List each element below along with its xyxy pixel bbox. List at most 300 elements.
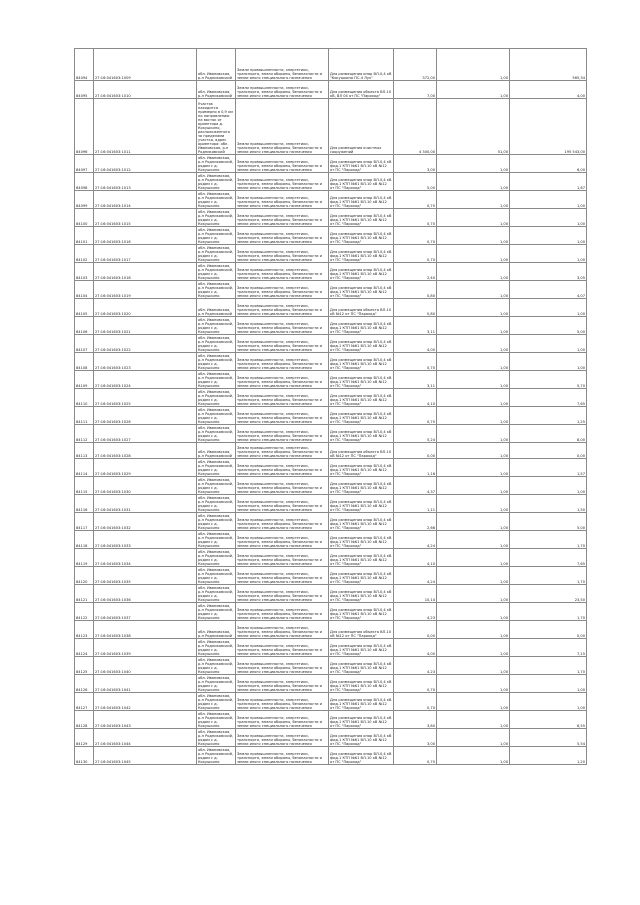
permitted-use-cell: Для размещения опор ВЛ-0,4 кВ фид.1 КТП №61 ВЛ-10 кВ №12 от ПС "Пароход" <box>329 495 394 513</box>
cadastral-number-cell: 27:16:041603:1031 <box>94 495 197 513</box>
amount-cell: 1,00 <box>510 245 587 263</box>
table-row <box>75 407 587 425</box>
rate-cell: 1,00 <box>437 531 510 549</box>
row-number-cell: 84116 <box>75 495 94 513</box>
cadastral-number-cell: 27:16:041603:1024 <box>94 371 197 389</box>
area-cell: 4,10 <box>394 549 437 567</box>
area-cell: 4,24 <box>394 531 437 549</box>
table-row <box>75 495 587 513</box>
permitted-use-cell: Для размещения опор ВЛ-0,4 кВ фид.1 КТП №61 ВЛ-10 кВ №12 от ПС "Пароход" <box>329 191 394 209</box>
row-number-cell: 84128 <box>75 711 94 729</box>
land-category-cell: Земли промышленности, энергетики, транспорта, земли обороны, безопасности и земли иного специального назначения <box>236 425 329 443</box>
area-cell: 4,37 <box>394 477 437 495</box>
amount-cell: 7,65 <box>510 549 587 567</box>
amount-cell: 1,00 <box>510 693 587 711</box>
area-cell: 4,23 <box>394 603 437 621</box>
land-category-cell: Земли промышленности, энергетики, транспорта, земли обороны, безопасности и земли иного специального назначения <box>236 747 329 765</box>
cadastral-number-cell: 27:16:041603:1013 <box>94 173 197 191</box>
permitted-use-cell: Для размещения опор ВЛ-0,4 кВ фид.1 КТП №61 ВЛ-10 кВ №12 от ПС "Пароход" <box>329 711 394 729</box>
area-cell: 0,80 <box>394 281 437 299</box>
amount-cell: 7,15 <box>510 639 587 657</box>
area-cell: 0,70 <box>394 191 437 209</box>
permitted-use-cell: Для размещения опор ВЛ-0,4 кВ фид.1 КТП №61 ВЛ-10 кВ №12 от ПС "Пароход" <box>329 477 394 495</box>
address-cell: обл. Ивановская, р-н Родниковский, рядом с д. Кокушкино <box>197 657 236 675</box>
amount-cell: 5,00 <box>510 513 587 531</box>
rate-cell: 1,00 <box>437 173 510 191</box>
address-cell: обл. Ивановская, р-н Родниковский, рядом с д. Кокушкино <box>197 603 236 621</box>
rate-cell: 1,00 <box>437 639 510 657</box>
cadastral-number-cell: 27:16:041603:1033 <box>94 531 197 549</box>
row-number-cell: 84102 <box>75 245 94 263</box>
row-number-cell: 84110 <box>75 389 94 407</box>
area-cell: 0,00 <box>394 621 437 639</box>
permitted-use-cell: Для размещения опор ВЛ-0,4 кВ фид.1 КТП №61 ВЛ-10 кВ №12 от ПС "Пароход" <box>329 639 394 657</box>
row-number-cell: 84100 <box>75 209 94 227</box>
rate-cell: 1,00 <box>437 209 510 227</box>
area-cell: 4 300,00 <box>394 99 437 155</box>
amount-cell: 565,34 <box>510 49 587 81</box>
permitted-use-cell: Для размещения опор ВЛ-0,4 кВ фид.1 КТП №61 ВЛ-10 кВ №12 от ПС "Пароход" <box>329 693 394 711</box>
rate-cell: 1,00 <box>437 675 510 693</box>
area-cell: 7,00 <box>394 81 437 99</box>
permitted-use-cell: Для размещения опор ВЛ-0,4 кВ фид.1 КТП №61 ВЛ-10 кВ №12 от ПС "Пароход" <box>329 317 394 335</box>
rate-cell: 1,00 <box>437 227 510 245</box>
land-register-table <box>74 48 587 765</box>
permitted-use-cell: Для размещения опор ВЛ-0,4 кВ фид.1 КТП №61 ВЛ-10 кВ №12 от ПС "Пароход" <box>329 585 394 603</box>
amount-cell: 1,00 <box>510 299 587 317</box>
address-cell: обл. Ивановская, р-н Родниковский, рядом с д. Кокушкино <box>197 729 236 747</box>
row-number-cell: 84126 <box>75 675 94 693</box>
area-cell: 3,11 <box>394 317 437 335</box>
land-category-cell: Земли промышленности, энергетики, транспорта, земли обороны, безопасности и земли иного специального назначения <box>236 567 329 585</box>
cadastral-number-cell: 27:16:041603:1021 <box>94 317 197 335</box>
cadastral-number-cell: 27:16:041603:1043 <box>94 711 197 729</box>
table-row <box>75 281 587 299</box>
permitted-use-cell: Для размещения опор ВЛ-0,4 кВ фид.1 КТП №61 ВЛ-10 кВ №12 от ПС "Пароход" <box>329 281 394 299</box>
permitted-use-cell: Для размещения опор ВЛ-0,4 кВ фид.1 КТП №61 ВЛ-10 кВ №12 от ПС "Пароход" <box>329 245 394 263</box>
cadastral-number-cell: 27:16:041603:1041 <box>94 675 197 693</box>
land-category-cell: Земли промышленности, энергетики, транспорта, земли обороны, безопасности и земли иного специального назначения <box>236 675 329 693</box>
address-cell: обл. Ивановская, р-н Родниковский, рядом с д. Кокушкино <box>197 747 236 765</box>
address-cell: обл. Ивановская, р-н Родниковский, рядом с д. Кокушкино <box>197 317 236 335</box>
row-number-cell: 84127 <box>75 693 94 711</box>
rate-cell: 1,00 <box>437 477 510 495</box>
permitted-use-cell: Для размещения опор ВЛ-0,4 кВ "Кокушкино ПС-4 Лух" <box>329 49 394 81</box>
rate-cell: 1,00 <box>437 317 510 335</box>
area-cell: 4,00 <box>394 639 437 657</box>
table-row <box>75 567 587 585</box>
table-row <box>75 729 587 747</box>
cadastral-number-cell: 27:16:041603:1026 <box>94 407 197 425</box>
land-category-cell: Земли промышленности, энергетики, транспорта, земли обороны, безопасности и земли иного специального назначения <box>236 711 329 729</box>
cadastral-number-cell: 27:16:041603:1027 <box>94 425 197 443</box>
table-row <box>75 81 587 99</box>
address-cell: обл. Ивановская, р-н Родниковский, рядом с д. Кокушкино <box>197 585 236 603</box>
cadastral-number-cell: 27:16:041603:1035 <box>94 567 197 585</box>
rate-cell: 1,00 <box>437 245 510 263</box>
amount-cell: 3,05 <box>510 263 587 281</box>
cadastral-number-cell: 27:16:041603:1023 <box>94 353 197 371</box>
row-number-cell: 84121 <box>75 585 94 603</box>
amount-cell: 6,55 <box>510 711 587 729</box>
address-cell: обл. Ивановская, р-н Родниковский, рядом с д. Кокушкино <box>197 513 236 531</box>
permitted-use-cell: Для размещения опор ВЛ-0,4 кВ фид.1 КТП №61 ВЛ-10 кВ №12 от ПС "Пароход" <box>329 353 394 371</box>
row-number-cell: 84111 <box>75 407 94 425</box>
land-category-cell: Земли промышленности, энергетики, транспорта, земли обороны, безопасности и земли иного специального назначения <box>236 227 329 245</box>
table-row <box>75 549 587 567</box>
table-row <box>75 459 587 477</box>
amount-cell: 5,54 <box>510 729 587 747</box>
rate-cell: 1,00 <box>437 81 510 99</box>
address-cell: обл. Ивановская, р-н Родниковский, рядом с д. Кокушкино <box>197 675 236 693</box>
area-cell: 2,40 <box>394 263 437 281</box>
amount-cell: 23,50 <box>510 585 587 603</box>
amount-cell: 6,00 <box>510 155 587 173</box>
cadastral-number-cell: 27:16:041603:1045 <box>94 747 197 765</box>
area-cell: 372,00 <box>394 49 437 81</box>
rate-cell: 1,00 <box>437 711 510 729</box>
amount-cell: 1,57 <box>510 459 587 477</box>
cadastral-number-cell: 27:16:041603:1009 <box>94 49 197 81</box>
address-cell: обл. Ивановская, р-н Родниковский, рядом с д. Кокушкино <box>197 335 236 353</box>
amount-cell: 1,20 <box>510 747 587 765</box>
rate-cell: 1,00 <box>437 513 510 531</box>
land-category-cell: Земли промышленности, энергетики, транспорта, земли обороны, безопасности и земли иного специального назначения <box>236 657 329 675</box>
table-row <box>75 603 587 621</box>
table-row <box>75 657 587 675</box>
permitted-use-cell: Для размещения опор ВЛ-0,4 кВ фид.1 КТП №61 ВЛ-10 кВ №12 от ПС "Пароход" <box>329 227 394 245</box>
area-cell: 0,70 <box>394 353 437 371</box>
row-number-cell: 84124 <box>75 639 94 657</box>
address-cell: обл. Ивановская, р-н Родниковский, рядом с д. Кокушкино <box>197 459 236 477</box>
table-row <box>75 353 587 371</box>
area-cell: 0,70 <box>394 693 437 711</box>
amount-cell: 1,00 <box>510 191 587 209</box>
land-category-cell: Земли промышленности, энергетики, транспорта, земли обороны, безопасности и земли иного специального назначения <box>236 549 329 567</box>
cadastral-number-cell: 27:16:041603:1022 <box>94 335 197 353</box>
amount-cell: 1,50 <box>510 495 587 513</box>
permitted-use-cell: Для размещения опор ВЛ-0,4 кВ фид.1 КТП №61 ВЛ-10 кВ №12 от ПС "Пароход" <box>329 657 394 675</box>
amount-cell: 1,00 <box>510 353 587 371</box>
amount-cell: 1,00 <box>510 209 587 227</box>
land-category-cell: Земли промышленности, энергетики, транспорта, земли обороны, безопасности и земли иного специального назначения <box>236 353 329 371</box>
amount-cell: 0,00 <box>510 443 587 459</box>
table-row <box>75 389 587 407</box>
address-cell: обл. Ивановская, р-н Родниковский, рядом с д. Кокушкино <box>197 567 236 585</box>
address-cell: обл. Ивановская, р-н Родниковский, рядом с д. Кокушкино <box>197 245 236 263</box>
address-cell: обл. Ивановская, р-н Родниковский, рядом с д. Кокушкино <box>197 711 236 729</box>
row-number-cell: 84123 <box>75 621 94 639</box>
address-cell: обл. Ивановская, р-н Родниковский <box>197 299 236 317</box>
rate-cell: 1,00 <box>437 407 510 425</box>
rate-cell: 1,00 <box>437 495 510 513</box>
address-cell: обл. Ивановская, р-н Родниковский, рядом с д. Кокушкино <box>197 263 236 281</box>
table-row <box>75 191 587 209</box>
amount-cell: 1,00 <box>510 227 587 245</box>
table-row <box>75 173 587 191</box>
table-row <box>75 675 587 693</box>
cadastral-number-cell: 27:16:041603:1015 <box>94 209 197 227</box>
land-category-cell: Земли промышленности, энергетики, транспорта, земли обороны, безопасности и земли иного специального назначения <box>236 281 329 299</box>
area-cell: 0,70 <box>394 227 437 245</box>
area-cell: 5,24 <box>394 425 437 443</box>
amount-cell: 195 543,00 <box>510 99 587 155</box>
row-number-cell: 84106 <box>75 317 94 335</box>
table-row <box>75 477 587 495</box>
rate-cell: 1,00 <box>437 353 510 371</box>
row-number-cell: 84107 <box>75 335 94 353</box>
cadastral-number-cell: 27:16:041603:1039 <box>94 639 197 657</box>
row-number-cell: 84122 <box>75 603 94 621</box>
row-number-cell: 84096 <box>75 99 94 155</box>
row-number-cell: 84113 <box>75 443 94 459</box>
address-cell: обл. Ивановская, р-н Родниковский, рядом с д. Кокушкино <box>197 407 236 425</box>
row-number-cell: 84120 <box>75 567 94 585</box>
land-category-cell: Земли промышленности, энергетики, транспорта, земли обороны, безопасности и земли иного специального назначения <box>236 191 329 209</box>
table-row <box>75 155 587 173</box>
row-number-cell: 84104 <box>75 281 94 299</box>
cadastral-number-cell: 27:16:041603:1037 <box>94 603 197 621</box>
permitted-use-cell: Для размещения опор ВЛ-0,4 кВ фид.1 КТП №61 ВЛ-10 кВ №12 от ПС "Пароход" <box>329 389 394 407</box>
address-cell: обл. Ивановская, р-н Родниковский <box>197 621 236 639</box>
cadastral-number-cell: 27:16:041603:1040 <box>94 657 197 675</box>
permitted-use-cell: Для размещения опор ВЛ-0,4 кВ фид.1 КТП №61 ВЛ-10 кВ №12 от ПС "Пароход" <box>329 209 394 227</box>
permitted-use-cell: Для размещения очистных сооружений <box>329 99 394 155</box>
row-number-cell: 84130 <box>75 747 94 765</box>
row-number-cell: 84112 <box>75 425 94 443</box>
table-row <box>75 639 587 657</box>
amount-cell: 1,70 <box>510 567 587 585</box>
row-number-cell: 84119 <box>75 549 94 567</box>
cadastral-number-cell: 27:16:041603:1010 <box>94 81 197 99</box>
cadastral-number-cell: 27:16:041603:1044 <box>94 729 197 747</box>
table-row <box>75 513 587 531</box>
row-number-cell: 84101 <box>75 227 94 245</box>
rate-cell: 1,00 <box>437 335 510 353</box>
table-body <box>75 49 587 765</box>
area-cell: 0,70 <box>394 407 437 425</box>
permitted-use-cell: Для размещения опор ВЛ-0,4 кВ фид.1 КТП №61 ВЛ-10 кВ №12 от ПС "Пароход" <box>329 675 394 693</box>
land-category-cell: Земли промышленности, энергетики, транспорта, земли обороны, безопасности и земли иного специального назначения <box>236 729 329 747</box>
row-number-cell: 84098 <box>75 173 94 191</box>
area-cell: 3,11 <box>394 371 437 389</box>
land-category-cell: Земли промышленности, энергетики, транспорта, земли обороны, безопасности и земли иного специального назначения <box>236 603 329 621</box>
land-category-cell: Земли промышленности, энергетики, транспорта, земли обороны, безопасности и земли иного специального назначения <box>236 443 329 459</box>
area-cell: 4,24 <box>394 567 437 585</box>
address-cell: обл. Ивановская, р-н Родниковский, рядом с д. Кокушкино <box>197 227 236 245</box>
rate-cell: 1,00 <box>437 549 510 567</box>
row-number-cell: 84117 <box>75 513 94 531</box>
table-row <box>75 335 587 353</box>
amount-cell: 4,00 <box>510 81 587 99</box>
row-number-cell: 84105 <box>75 299 94 317</box>
amount-cell: 1,70 <box>510 603 587 621</box>
amount-cell: 1,67 <box>510 173 587 191</box>
amount-cell: 1,70 <box>510 657 587 675</box>
cadastral-number-cell: 27:16:041603:1014 <box>94 191 197 209</box>
address-cell: Участок находится примерно в 0,9 км по направлению на восток от ориентира д. Кокушкино, расположенного за пределами участка, адрес ориентира: обл. Ивановская, р-н Родниковский <box>197 99 236 155</box>
area-cell: 4,10 <box>394 389 437 407</box>
table-row <box>75 531 587 549</box>
permitted-use-cell: Для размещения объекта ВЛ-10 кВ №12 от ПС "Пароход" <box>329 299 394 317</box>
land-category-cell: Земли промышленности, энергетики, транспорта, земли обороны, безопасности и земли иного специального назначения <box>236 459 329 477</box>
land-category-cell: Земли промышленности, энергетики, транспорта, земли обороны, безопасности и земли иного специального назначения <box>236 585 329 603</box>
table-row <box>75 585 587 603</box>
cadastral-number-cell: 27:16:041603:1016 <box>94 227 197 245</box>
rate-cell: 1,00 <box>437 281 510 299</box>
table-row <box>75 425 587 443</box>
address-cell: обл. Ивановская, р-н Родниковский <box>197 443 236 459</box>
land-category-cell: Земли промышленности, энергетики, транспорта, земли обороны, безопасности и земли иного специального назначения <box>236 99 329 155</box>
area-cell: 4,00 <box>394 335 437 353</box>
amount-cell: 1,00 <box>510 477 587 495</box>
row-number-cell: 84094 <box>75 49 94 81</box>
table-row <box>75 747 587 765</box>
address-cell: обл. Ивановская, р-н Родниковский, рядом с д. Кокушкино <box>197 693 236 711</box>
table-row <box>75 99 587 155</box>
permitted-use-cell: Для размещения объекта ВЛ-10 кВ №12 от ПС "Пароход" <box>329 621 394 639</box>
cadastral-number-cell: 27:16:041603:1012 <box>94 155 197 173</box>
table-row <box>75 621 587 639</box>
row-number-cell: 84114 <box>75 459 94 477</box>
rate-cell: 1,00 <box>437 155 510 173</box>
address-cell: обл. Ивановская, р-н Родниковский, рядом с д. Кокушкино <box>197 639 236 657</box>
permitted-use-cell: Для размещения опор ВЛ-0,4 кВ фид.1 КТП №61 ВЛ-10 кВ №12 от ПС "Пароход" <box>329 513 394 531</box>
area-cell: 0,70 <box>394 209 437 227</box>
area-cell: 1,16 <box>394 459 437 477</box>
address-cell: обл. Ивановская, р-н Родниковский, рядом с д. Кокушкино <box>197 425 236 443</box>
amount-cell: 1,25 <box>510 407 587 425</box>
table-row <box>75 263 587 281</box>
table-row <box>75 227 587 245</box>
amount-cell: 1,00 <box>510 675 587 693</box>
permitted-use-cell: Для размещения опор ВЛ-0,4 кВ фид.1 КТП №61 ВЛ-10 кВ №12 от ПС "Пароход" <box>329 407 394 425</box>
land-category-cell: Земли промышленности, энергетики, транспорта, земли обороны, безопасности и земли иного специального назначения <box>236 81 329 99</box>
table-row <box>75 711 587 729</box>
address-cell: обл. Ивановская, р-н Родниковский, рядом с д. Кокушкино <box>197 389 236 407</box>
permitted-use-cell: Для размещения объекта ВЛ-10 кВ, ВЛ 04 от ПС "Пароход" <box>329 81 394 99</box>
table-row <box>75 693 587 711</box>
table-row <box>75 245 587 263</box>
address-cell: обл. Ивановская, р-н Родниковский, рядом с д. Кокушкино <box>197 371 236 389</box>
cadastral-number-cell: 27:16:041603:1036 <box>94 585 197 603</box>
row-number-cell: 84118 <box>75 531 94 549</box>
land-category-cell: Земли промышленности, энергетики, транспорта, земли обороны, безопасности и земли иного специального назначения <box>236 317 329 335</box>
land-category-cell: Земли промышленности, энергетики, транспорта, земли обороны, безопасности и земли иного специального назначения <box>236 513 329 531</box>
land-category-cell: Земли промышленности, энергетики, транспорта, земли обороны, безопасности и земли иного специального назначения <box>236 531 329 549</box>
row-number-cell: 84099 <box>75 191 94 209</box>
amount-cell: 0,00 <box>510 621 587 639</box>
amount-cell: 7,65 <box>510 389 587 407</box>
land-category-cell: Земли промышленности, энергетики, транспорта, земли обороны, безопасности и земли иного специального назначения <box>236 477 329 495</box>
cadastral-number-cell: 27:16:041603:1018 <box>94 263 197 281</box>
rate-cell: 1,00 <box>437 425 510 443</box>
area-cell: 5,00 <box>394 173 437 191</box>
cadastral-number-cell: 27:16:041603:1034 <box>94 549 197 567</box>
permitted-use-cell: Для размещения опор ВЛ-0,4 кВ фид.1 КТП №61 ВЛ-10 кВ №12 от ПС "Пароход" <box>329 425 394 443</box>
row-number-cell: 84125 <box>75 657 94 675</box>
land-category-cell: Земли промышленности, энергетики, транспорта, земли обороны, безопасности и земли иного специального назначения <box>236 621 329 639</box>
land-category-cell: Земли промышленности, энергетики, транспорта, земли обороны, безопасности и земли иного специального назначения <box>236 371 329 389</box>
amount-cell: 8,00 <box>510 425 587 443</box>
rate-cell: 1,00 <box>437 693 510 711</box>
row-number-cell: 84095 <box>75 81 94 99</box>
permitted-use-cell: Для размещения опор ВЛ-0,4 кВ фид.1 КТП №61 ВЛ-10 кВ №12 от ПС "Пароход" <box>329 729 394 747</box>
area-cell: 0,70 <box>394 747 437 765</box>
rate-cell: 1,00 <box>437 443 510 459</box>
table-row <box>75 209 587 227</box>
land-category-cell: Земли промышленности, энергетики, транспорта, земли обороны, безопасности и земли иного специального назначения <box>236 49 329 81</box>
amount-cell: 1,00 <box>510 335 587 353</box>
address-cell: обл. Ивановская, р-н Родниковский, рядом с д. Кокушкино <box>197 209 236 227</box>
cadastral-number-cell: 27:16:041603:1030 <box>94 477 197 495</box>
land-category-cell: Земли промышленности, энергетики, транспорта, земли обороны, безопасности и земли иного специального назначения <box>236 335 329 353</box>
rate-cell: 1,00 <box>437 729 510 747</box>
rate-cell: 1,00 <box>437 585 510 603</box>
area-cell: 4,23 <box>394 657 437 675</box>
rate-cell: 51,00 <box>437 99 510 155</box>
permitted-use-cell: Для размещения объекта ВЛ-10 кВ №12 от ПС "Пароход" <box>329 443 394 459</box>
cadastral-number-cell: 27:16:041603:1011 <box>94 99 197 155</box>
row-number-cell: 84109 <box>75 371 94 389</box>
table-row <box>75 317 587 335</box>
land-register-sheet <box>74 48 585 765</box>
permitted-use-cell: Для размещения опор ВЛ-0,4 кВ фид.1 КТП №61 ВЛ-10 кВ №12 от ПС "Пароход" <box>329 531 394 549</box>
rate-cell: 1,00 <box>437 657 510 675</box>
land-category-cell: Земли промышленности, энергетики, транспорта, земли обороны, безопасности и земли иного специального назначения <box>236 209 329 227</box>
cadastral-number-cell: 27:16:041603:1020 <box>94 299 197 317</box>
address-cell: обл. Ивановская, р-н Родниковский, рядом с д. Кокушкино <box>197 495 236 513</box>
row-number-cell: 84103 <box>75 263 94 281</box>
amount-cell: 5,00 <box>510 317 587 335</box>
cadastral-number-cell: 27:16:041603:1025 <box>94 389 197 407</box>
permitted-use-cell: Для размещения опор ВЛ-0,4 кВ фид.1 КТП №61 ВЛ-10 кВ №12 от ПС "Пароход" <box>329 173 394 191</box>
address-cell: обл. Ивановская, р-н Родниковский, рядом с д. Кокушкино <box>197 191 236 209</box>
table-row <box>75 49 587 81</box>
area-cell: 0,00 <box>394 443 437 459</box>
address-cell: обл. Ивановская, р-н Родниковский, рядом с д. Кокушкино <box>197 549 236 567</box>
address-cell: обл. Ивановская, р-н Родниковский <box>197 49 236 81</box>
rate-cell: 1,00 <box>437 389 510 407</box>
area-cell: 1,11 <box>394 495 437 513</box>
cadastral-number-cell: 27:16:041603:1017 <box>94 245 197 263</box>
amount-cell: 4,07 <box>510 281 587 299</box>
land-category-cell: Земли промышленности, энергетики, транспорта, земли обороны, безопасности и земли иного специального назначения <box>236 693 329 711</box>
permitted-use-cell: Для размещения опор ВЛ-0,4 кВ фид.1 КТП №61 ВЛ-10 кВ №12 от ПС "Пароход" <box>329 459 394 477</box>
land-category-cell: Земли промышленности, энергетики, транспорта, земли обороны, безопасности и земли иного специального назначения <box>236 173 329 191</box>
area-cell: 10,14 <box>394 585 437 603</box>
address-cell: обл. Ивановская, р-н Родниковский, рядом с д. Кокушкино <box>197 155 236 173</box>
address-cell: обл. Ивановская, р-н Родниковский <box>197 81 236 99</box>
land-category-cell: Земли промышленности, энергетики, транспорта, земли обороны, безопасности и земли иного специального назначения <box>236 407 329 425</box>
address-cell: обл. Ивановская, р-н Родниковский, рядом с д. Кокушкино <box>197 531 236 549</box>
area-cell: 0,70 <box>394 675 437 693</box>
area-cell: 3,00 <box>394 155 437 173</box>
cadastral-number-cell: 27:16:041603:1032 <box>94 513 197 531</box>
rate-cell: 1,00 <box>437 567 510 585</box>
area-cell: 2,66 <box>394 513 437 531</box>
permitted-use-cell: Для размещения опор ВЛ-0,4 кВ фид.1 КТП №61 ВЛ-10 кВ №12 от ПС "Пароход" <box>329 155 394 173</box>
cadastral-number-cell: 27:16:041603:1042 <box>94 693 197 711</box>
row-number-cell: 84129 <box>75 729 94 747</box>
land-category-cell: Земли промышленности, энергетики, транспорта, земли обороны, безопасности и земли иного специального назначения <box>236 495 329 513</box>
row-number-cell: 84097 <box>75 155 94 173</box>
permitted-use-cell: Для размещения опор ВЛ-0,4 кВ фид.1 КТП №61 ВЛ-10 кВ №12 от ПС "Пароход" <box>329 747 394 765</box>
land-category-cell: Земли промышленности, энергетики, транспорта, земли обороны, безопасности и земли иного специального назначения <box>236 299 329 317</box>
area-cell: 3,00 <box>394 729 437 747</box>
address-cell: обл. Ивановская, р-н Родниковский, рядом с д. Кокушкино <box>197 281 236 299</box>
land-category-cell: Земли промышленности, энергетики, транспорта, земли обороны, безопасности и земли иного специального назначения <box>236 245 329 263</box>
